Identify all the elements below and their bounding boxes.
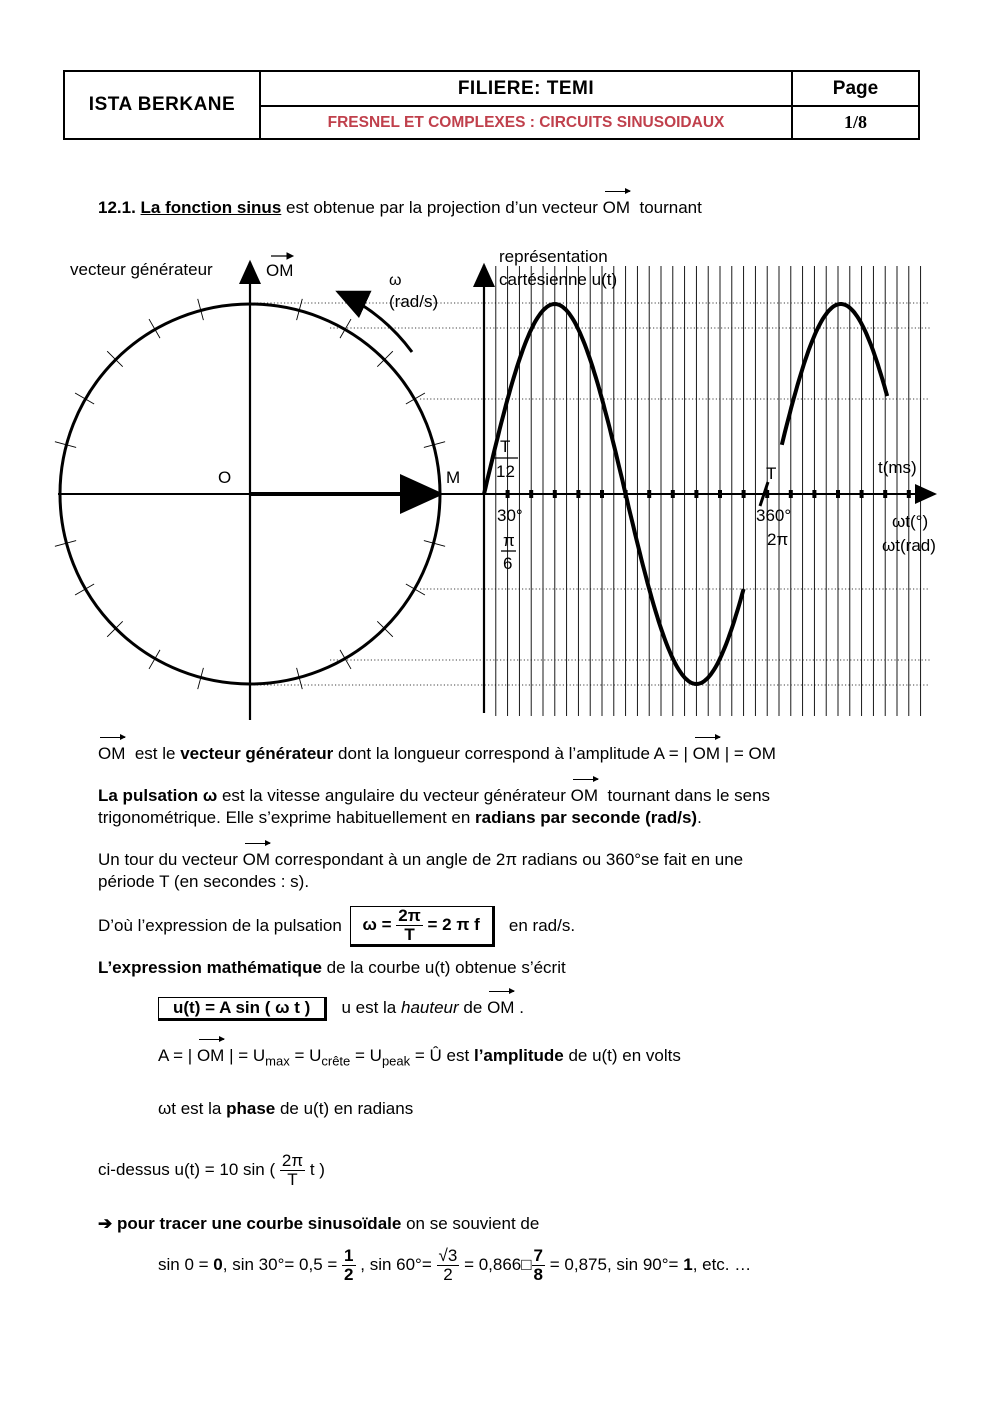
label-30deg: 30° [497,506,523,525]
document-subtitle: FRESNEL ET COMPLEXES : CIRCUITS SINUSOIDAUX [261,107,793,138]
bold-text: vecteur générateur [180,744,334,763]
header-table [63,70,920,140]
fraction-one-half [342,1247,355,1284]
label-origin: O [218,468,232,487]
label-t12-num: T [500,437,511,456]
vector-om: OM [487,998,515,1017]
fraction-sqrt3-2 [437,1247,460,1284]
label-2pi: 2π [767,530,789,549]
numerator: √3 [438,1246,458,1266]
section-text: est obtenue par la projection d’un vecteur [286,198,598,217]
label-wt-deg: ωt(°) [892,512,929,531]
text: on se souvient de [406,1214,540,1233]
text: , etc. … [692,1255,752,1274]
paragraph-example [98,1150,325,1190]
label-wt-rad: ωt(rad) [882,536,936,555]
denominator: T [287,1170,298,1190]
bold-text: radians par seconde (rad/s) [475,808,698,827]
fraction-2pi-t [280,1152,305,1189]
text: sin 0 = [158,1255,209,1274]
text: de u(t) en radians [279,1099,414,1118]
vector-om: OM [242,850,270,869]
bold-text: l’amplitude [473,1046,564,1065]
vector-om: OM [196,1046,225,1065]
fraction-seven-eighths [532,1247,545,1284]
text: est la vitesse angulaire du vecteur générateur [221,786,566,805]
label-omega: ω [389,272,402,289]
section-heading [98,197,702,219]
bold-text: phase [226,1099,276,1118]
text: t ) [309,1160,325,1179]
numerator: 2π [281,1151,304,1171]
vector-om: OM [98,744,126,763]
bold-text: pour tracer une courbe sinusoïdale [116,1214,402,1233]
text: correspondant à un angle de 2π radians ou 360°se fait en une [274,850,744,869]
vector-om: OM [602,198,631,217]
school-name: ISTA BERKANE [65,72,261,138]
box-glyph: □ [521,1255,532,1274]
label-rads: (rad/s) [389,292,439,311]
label-360deg: 360° [756,506,792,525]
text: de [463,998,483,1017]
label-cartesienne: cartésienne u(t) [499,270,618,289]
label-pi-num: π [503,531,515,550]
label-vecteur: vecteur générateur [70,260,213,279]
label-tms: t(ms) [878,458,917,477]
subscript: peak [381,1053,411,1069]
text: de u(t) en volts [568,1046,681,1065]
formula-text: = 2 π f [427,915,480,934]
label-om: OM [266,261,294,280]
sine-figure [0,240,992,720]
text: | = OM [724,744,776,763]
page-label: Page [793,72,918,107]
paragraph-formula-u [158,997,524,1021]
paragraph-amplitude [158,1045,681,1072]
section-text-end: tournant [639,198,702,217]
text: . [697,808,702,827]
om-overarrow [271,253,293,259]
label-pi-den: 6 [503,554,513,573]
text: = Û est [414,1046,470,1065]
text: tournant dans le sens [607,786,771,805]
bold-text: 0 [213,1255,223,1274]
text: | = U [229,1046,266,1065]
paragraph-expression [98,957,566,979]
paragraph-pulsation [98,785,770,829]
label-representation: représentation [499,247,608,266]
label-m: M [446,468,461,487]
bold-text: 1 [683,1255,693,1274]
denominator: 8 [533,1265,544,1285]
subscript: max [265,1053,290,1069]
text: en rad/s. [508,916,576,935]
text: = U [294,1046,322,1065]
bold-text: L’expression mathématique [98,958,322,977]
text: ci-dessus u(t) = 10 sin ( [98,1160,276,1179]
text: = 0,875, sin 90°= [549,1255,679,1274]
text: de la courbe u(t) obtenue s’écrit [326,958,566,977]
text: trigonométrique. Elle s’exprime habituellement en [98,808,471,827]
formula-text: ω = [362,915,392,934]
text: = 0,866 [464,1255,522,1274]
text: D’où l’expression de la pulsation [98,916,342,935]
section-title: La fonction sinus [140,198,282,217]
paragraph-pulsation-formula [98,901,575,951]
label-period-t: T [766,464,777,483]
paragraph-tracer [98,1213,539,1235]
text: Un tour du vecteur [98,850,238,869]
text: A = | [158,1046,193,1065]
vector-om: OM [570,786,599,805]
text: , sin 30°= 0,5 = [222,1255,338,1274]
text: = U [355,1046,382,1065]
sine-formula-box: u(t) = A sin ( ω t ) [158,997,327,1021]
text: est le [134,744,176,763]
arrow-icon: ➔ [98,1214,113,1233]
section-number: 12.1. [98,198,136,217]
text: . [519,998,524,1017]
numerator: 2π [398,906,421,926]
paragraph-phase [158,1098,413,1120]
denominator: 2 [344,1265,354,1285]
text: , sin 60°= [360,1255,432,1274]
paragraph-tour [98,849,743,893]
sine-curve-2 [782,304,887,445]
paragraph-om [98,743,776,765]
fraction-2pi-t [396,907,422,944]
subscript: crête [321,1053,351,1069]
vector-om: OM [692,744,721,763]
filiere-title: FILIERE: TEMI [261,72,793,107]
denominator: 2 [443,1265,453,1285]
paragraph-sine-values [158,1243,751,1287]
italic-text: hauteur [401,998,459,1017]
numerator: 1 [344,1246,354,1266]
denominator: T [404,925,415,945]
page-number: 1/8 [843,112,867,132]
text: dont la longueur correspond à l’amplitude A = | [338,744,688,763]
text: période T (en secondes : s). [98,872,310,891]
vertical-grid [496,266,921,716]
bold-text: La pulsation ω [98,786,218,805]
numerator: 7 [533,1246,544,1266]
label-t12-den: 12 [496,462,515,481]
text: ωt est la [158,1099,222,1118]
text: u est la [341,998,397,1017]
pulsation-formula-box [350,906,495,947]
